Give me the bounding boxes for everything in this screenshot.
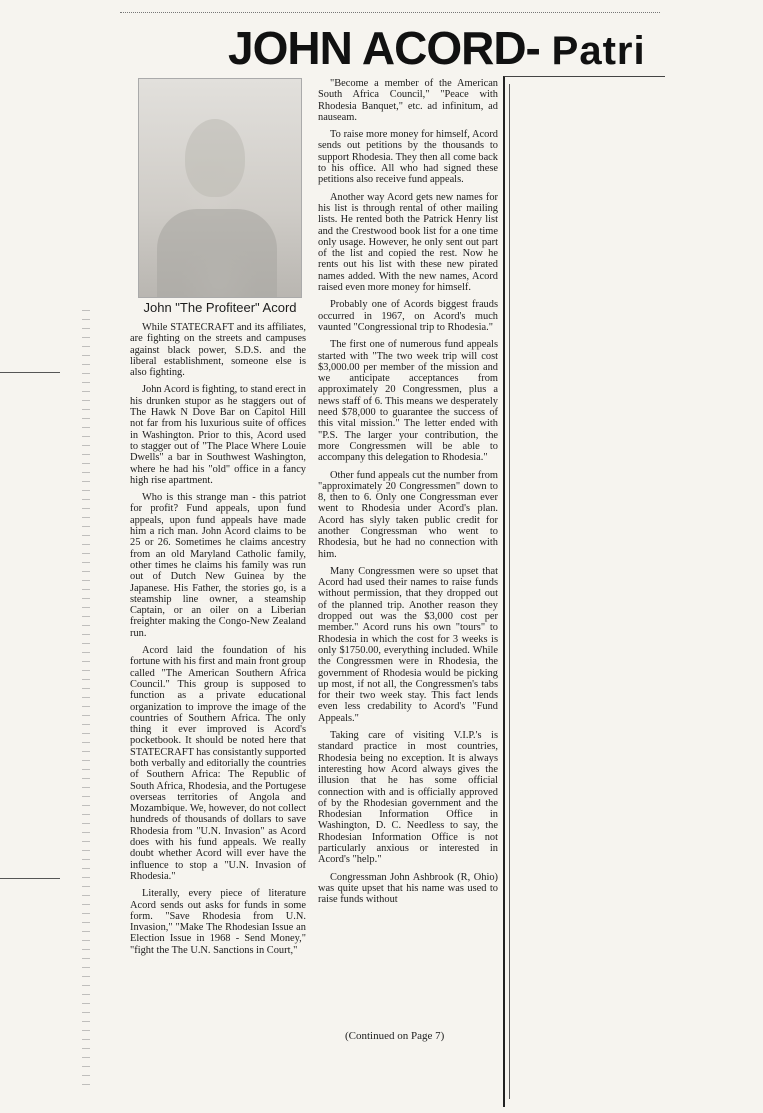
photo-face [185, 119, 245, 197]
paragraph: Acord laid the foundation of his fortune with his first and main front group called "The American Southern Africa Council." This group is supposed to function as a private educational organization to improve the image of the countries of Southern Africa. The only thing it ever improved is Acord's pocketbook. It should be noted here that STATECRAFT has consistantly supported both verbally and editorially the countries of Southern Africa: The Republic of South Africa, Rhodesia, and the Portugese overseas territories of Angola and Mozambique. We, however, do not collect hundreds of thousands of dollars to save Rhodesia from "U.N. Invasion" as Acord does with his fund appeals. We really doubt whether Acord will ever have the influence to stop a "U.N. Invasion of Rhodesia." [130, 645, 306, 882]
paragraph: To raise more money for himself, Acord sends out petitions by the thousands to support Rhodesia. They then all come back to his office. All who had signed these petitions also receive fund appeals. [318, 129, 498, 186]
top-dotted-rule [120, 12, 660, 13]
paragraph: Many Congressmen were so upset that Acord had used their names to raise funds without permission, that they dropped out of the planned trip. Another reason they dropped out was the $3,000 cost per member." Acord runs his own "tours" to Rhodesia in which the cost for 3 weeks is only $1750.00, everything included. While the Congressmen were in Rhodesia, the government of Rhodesia would be picking up most, if not all, the Congressmen's tabs for their two week stay. This fact lends even less credability to Acord's "Fund Appeals." [318, 565, 498, 724]
paragraph: Probably one of Acords biggest frauds occurred in 1967, on Acord's much vaunted "Congressional trip to Rhodesia." [318, 299, 498, 333]
headline-main: JOHN ACORD [228, 22, 526, 74]
adjacent-article-inner-border [509, 84, 664, 1099]
paragraph: Another way Acord gets new names for his list is through rental of other mailing lists. He rented both the Patrick Henry list and the Crestwood book list for a one time only usage. However, he only sent out part of the list and copied the rest. Now he rents out his list with these new pirated names added. With the new names, Acord raised even more money for himself. [318, 191, 498, 294]
photo-body [157, 209, 277, 297]
margin-mark [0, 372, 60, 373]
paragraph: Who is this strange man - this patriot for profit? Fund appeals, upon fund appeals, upon fund appeals have made him a rich man. John Acord claims to be 25 or 26. Sometimes he claims ancestry from an old Maryland Catholic family, other times he claims his family was run out of Dutch New Guinea by the Japanese. His Father, the stories go, is a steamship line owner, a steamship Captain, or an oiler on a Liberian freighter making the Congo-New Zealand run. [130, 492, 306, 639]
paragraph: Literally, every piece of literature Acord sends out asks for funds in some form. "Save Rhodesia from U.N. Invasion," "Make The Rhodesian Issue an Election Issue in 1968 - Send Money," "fight the The U.N. Sanctions in Court," [130, 888, 306, 956]
paragraph: John Acord is fighting, to stand erect in his drunken stupor as he staggers out of The Hawk N Dove Bar on Capitol Hill not far from his luxurious suite of offices in Washington. Prior to this, Acord used to stagger out of "The Place Where Louie Dwells" a bar in Southwest Washington, where he had his "old" office in a fancy high rise apartment. [130, 384, 306, 486]
article-column-1 [130, 322, 306, 962]
continued-note: (Continued on Page 7) [345, 1030, 445, 1042]
paragraph: Taking care of visiting V.I.P.'s is standard practice in most countries, Rhodesia being no exception. It is always interesting how Acord always gives the illusion that he has some official connection with and is officially approved of by the Rhodesian government and the Rhodesian Information Office in Washington, D. C. Needless to say, the Rhodesian Information Office is not particularly anxious or interested in Acord's "help." [318, 730, 498, 866]
portrait-photo [138, 78, 302, 298]
headline [228, 18, 668, 78]
paragraph: The first one of numerous fund appeals started with "The two week trip will cost $3,000.00 per member of the mission and we anticipate acceptances from approximately 20 Congressmen, plus a news staff of 6. This means we desperately need $78,000 to guarantee the success of this vital mission." The letter ended with "P.S. The larger your contribution, the more Congressmen will be able to accompany this delegation to Rhodesia." [318, 339, 498, 464]
margin-dots [82, 310, 90, 1090]
headline-dash: - [525, 22, 540, 74]
paragraph: While STATECRAFT and its affiliates, are fighting on the streets and campuses against black power, S.D.S. and the liberal establishment, someone else is also fighting. [130, 322, 306, 379]
headline-suffix: Patri [551, 29, 646, 73]
article-column-2 [318, 78, 498, 911]
photo-caption: John "The Profiteer" Acord [143, 300, 297, 315]
paragraph: Congressman John Ashbrook (R, Ohio) was quite upset that his name was used to raise funds without [318, 871, 498, 906]
margin-mark [0, 878, 60, 879]
paragraph: "Become a member of the American South Africa Council," "Peace with Rhodesia Banquet," etc. ad infinitum, ad nauseam. [318, 78, 498, 123]
paragraph: Other fund appeals cut the number from "approximately 20 Congressmen" down to 8, then to 6. Only one Congressman ever went to Rhodesia under Acord's plan. Acord has slyly taken public credit for another Congressman who went to Rhodesia, but he had no connection with him. [318, 469, 498, 560]
